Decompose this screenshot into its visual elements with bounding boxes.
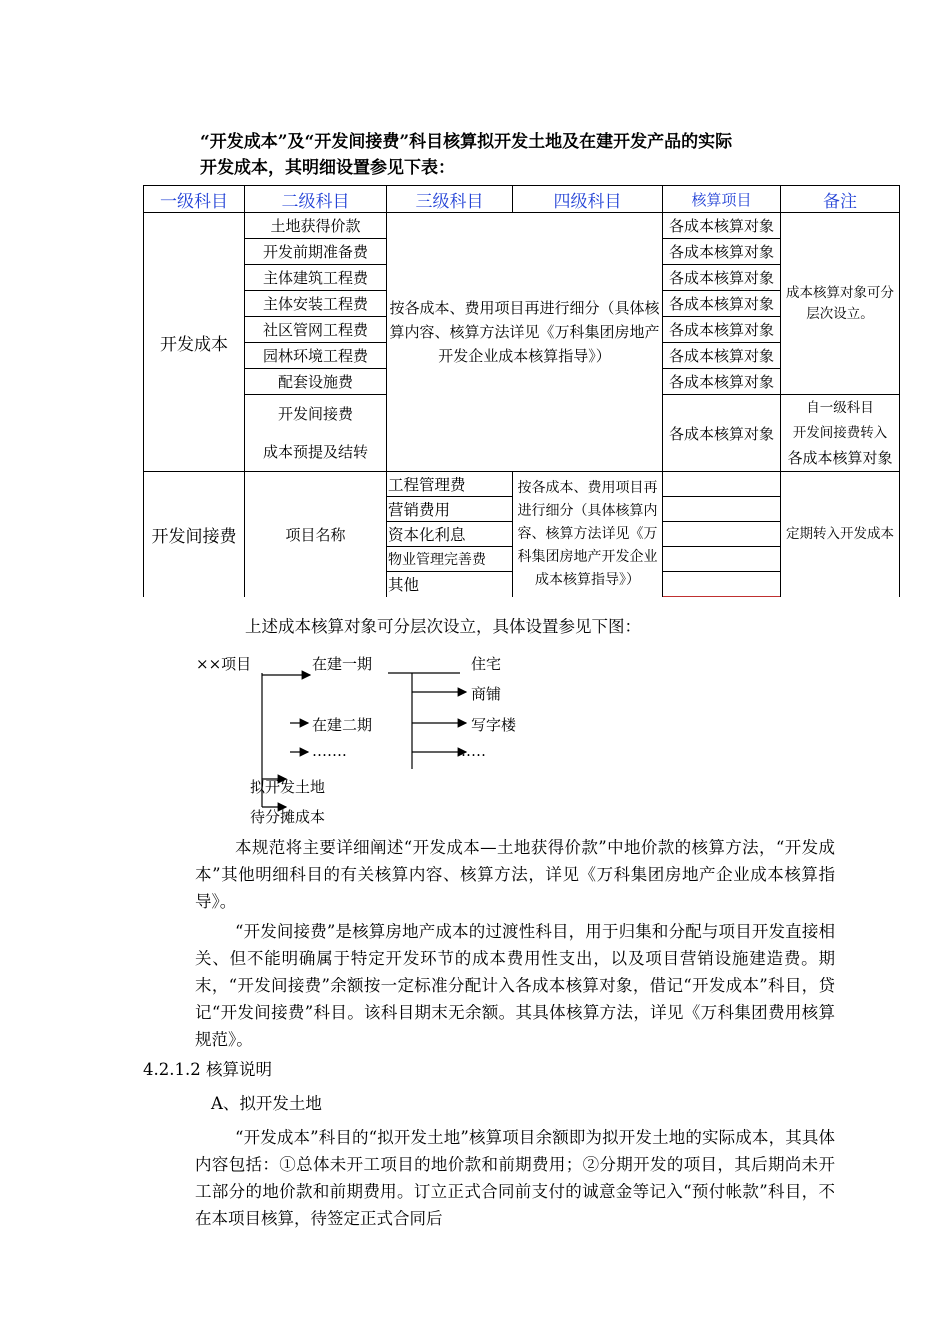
paragraph-3: “开发成本”科目的“拟开发土地”核算项目余额即为拟开发土地的实际成本，其具体内容包括：①总体未开工项目的地价款和前期费用；②分期开发的项目，其后期尚未开工部分的地价款和前期费用。订立正式合同前支付的诚意金等记入“预付帐款”科目，不在本项目核算，待签定正式合同后 — [195, 1128, 835, 1228]
header-cell: 二级科目 — [245, 186, 387, 213]
level2-cell: 社区管网工程费 — [245, 317, 387, 343]
item-cell: 各成本核算对象 — [663, 239, 781, 265]
remark-dev-cost: 成本核算对象可分层次设立。 — [781, 213, 900, 395]
level3-cell: 物业管理完善费 — [387, 547, 513, 572]
item-cell-empty — [663, 497, 781, 522]
header-cell: 备注 — [781, 186, 900, 213]
diagram-pending: 待分摊成本 — [250, 808, 326, 826]
diagram-phase1: 在建一期 — [312, 655, 373, 673]
item-cell-empty — [663, 472, 781, 497]
remark-transfer-line-3: 各成本核算对象 — [787, 448, 893, 467]
table-header-row — [144, 186, 900, 213]
level2-cell: 土地获得价款 — [245, 213, 387, 239]
diagram-intro: 上述成本核算对象可分层次设立，具体设置参见下图： — [245, 617, 641, 636]
diagram-root: ××项目 — [196, 655, 252, 673]
level2-cell: 主体安装工程费 — [245, 291, 387, 317]
subsection-a: A、拟开发土地 — [211, 1094, 322, 1113]
diagram-type-more: …… — [456, 742, 486, 760]
account-table — [143, 185, 900, 597]
item-cell-empty — [663, 522, 781, 547]
hierarchy-connectors — [190, 645, 610, 830]
level2-indirect-label: 开发间接费 — [277, 405, 353, 423]
diagram-type-residential: 住宅 — [471, 655, 502, 673]
level2-cell: 园林环境工程费 — [245, 343, 387, 369]
level2-cell: 开发前期准备费 — [245, 239, 387, 265]
item-cell: 各成本核算对象 — [663, 343, 781, 369]
remark-indirect: 定期转入开发成本 — [781, 472, 900, 597]
paragraph-2: “开发间接费”是核算房地产成本的过渡性科目，用于归集和分配与项目开发直接相关、但不能明确属于特定开发环节的成本费用性支出，以及项目营销设施建造费。期末，“开发间接费”余额按一定标准分配计入各成本核算对象，借记“开发成本”科目，贷记“开发间接费”科目。该科目期末无余额。其具体核算方法，详见《万科集团费用核算规范》。 — [195, 922, 835, 1049]
item-cell: 各成本核算对象 — [663, 317, 781, 343]
hierarchy-diagram — [190, 645, 610, 830]
item-cell: 各成本核算对象 — [663, 395, 781, 472]
level3-cell: 其他 — [387, 572, 513, 597]
level3-note-text: 按各成本、费用项目再进行细分（具体核算内容、核算方法详见《万科集团房地产开发企业成本核算指导》） — [389, 299, 660, 365]
diagram-phase2: 在建二期 — [312, 716, 373, 734]
item-cell-empty — [663, 547, 781, 572]
heading-line-1: “开发成本”及“开发间接费”科目核算拟开发土地及在建开发产品的实际 — [200, 132, 733, 152]
diagram-land: 拟开发土地 — [250, 778, 326, 796]
header-cell: 三级科目 — [387, 186, 513, 213]
heading-line-2: 开发成本，其明细设置参见下表： — [200, 158, 455, 178]
remark-transfer — [781, 395, 900, 472]
header-cell: 核算项目 — [663, 186, 781, 213]
level3-cell: 资本化利息 — [387, 522, 513, 547]
item-cell: 各成本核算对象 — [663, 213, 781, 239]
level3-note-dev-cost — [387, 213, 663, 472]
diagram-more: ……. — [312, 742, 347, 760]
level2-cell: 配套设施费 — [245, 369, 387, 395]
level1-indirect: 开发间接费 — [144, 472, 245, 597]
level4-note-indirect: 按各成本、费用项目再进行细分（具体核算内容、核算方法详见《万科集团房地产开发企业成本核算指导》） — [513, 472, 663, 597]
item-cell-empty — [663, 572, 781, 597]
header-cell: 四级科目 — [513, 186, 663, 213]
level3-cell: 工程管理费 — [387, 472, 513, 497]
level2-project-name: 项目名称 — [245, 472, 387, 597]
section-heading: 4.2.1.2 核算说明 — [143, 1060, 272, 1079]
remark-transfer-line-1: 自一级科目 — [806, 399, 874, 416]
remark-transfer-line-2: 开发间接费转入 — [792, 424, 888, 441]
diagram-type-shop: 商铺 — [471, 685, 502, 703]
level3-cell: 营销费用 — [387, 497, 513, 522]
item-cell: 各成本核算对象 — [663, 369, 781, 395]
level1-dev-cost: 开发成本 — [144, 213, 245, 472]
item-cell: 各成本核算对象 — [663, 291, 781, 317]
paragraph-1: 本规范将主要详细阐述“开发成本—土地获得价款”中地价款的核算方法，“开发成本”其他明细科目的有关核算内容、核算方法，详见《万科集团房地产企业成本核算指导》。 — [195, 838, 835, 911]
header-cell: 一级科目 — [144, 186, 245, 213]
table-row — [144, 213, 900, 239]
level2-accrual-label: 成本预提及结转 — [262, 443, 368, 461]
table-row — [144, 472, 900, 497]
level2-cell: 主体建筑工程费 — [245, 265, 387, 291]
diagram-type-office: 写字楼 — [471, 716, 517, 734]
item-cell: 各成本核算对象 — [663, 265, 781, 291]
level2-indirect-cell — [245, 395, 387, 472]
